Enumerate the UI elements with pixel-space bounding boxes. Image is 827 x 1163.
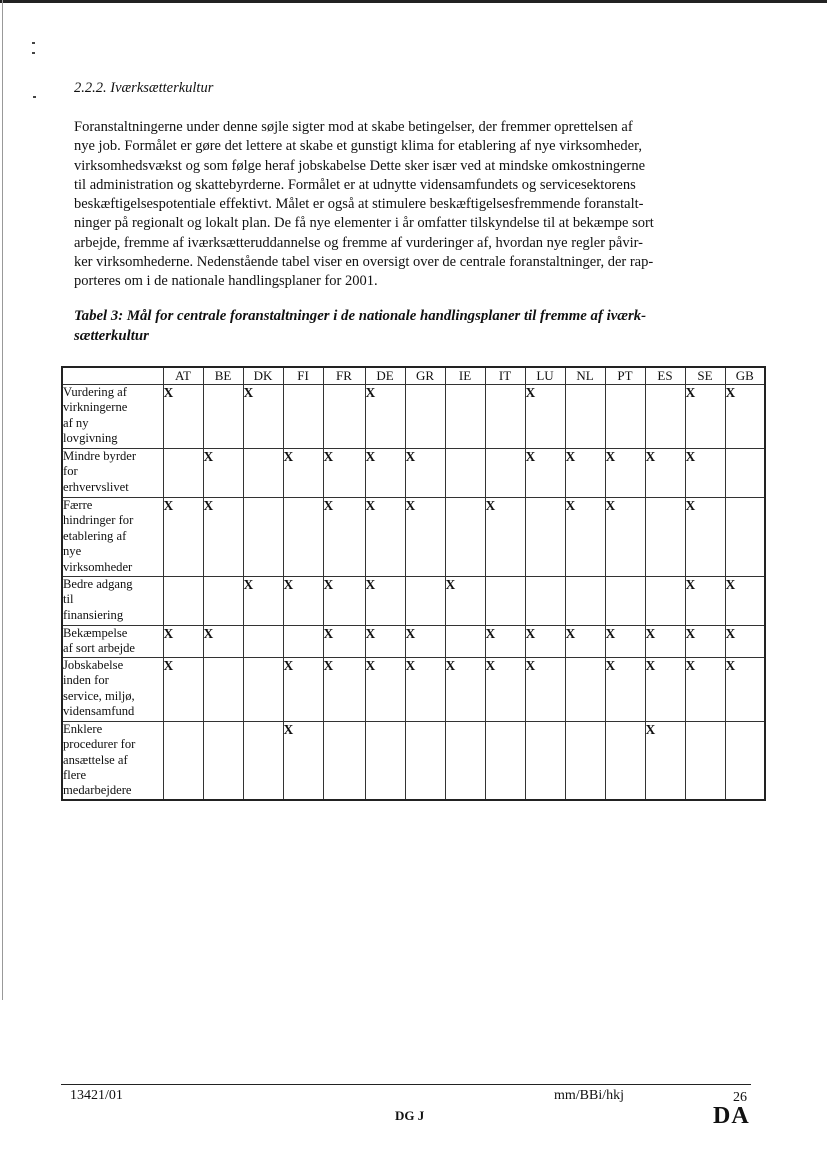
row-label-line: virkningerne [63,400,128,415]
table-cell: X [323,449,365,498]
table-cell [203,721,243,800]
table-cell: X [645,657,685,721]
body-line: virksomhedsvækst og som følge heraf jobskabelse Dette sker især ved at mindske omkostningerne [74,157,646,174]
table-cell: X [645,721,685,800]
row-label-line: Enklere [63,721,103,736]
row-label [62,721,163,800]
left-scan-edge [2,0,3,1000]
table-cell [645,577,685,626]
table-cell: X [485,498,525,577]
row-label [62,657,163,721]
table-cell [445,498,485,577]
table-cell: X [203,449,243,498]
row-label-line: Jobskabelse [63,657,124,672]
table-cell: X [445,657,485,721]
table-cell [445,626,485,658]
body-line: ker virksomhederne. Nedenstående tabel viser en oversigt over de centrale foranstaltninger, der rap- [74,254,654,271]
measures-table-container [61,366,766,801]
table-cell [163,577,203,626]
table-cell: X [283,721,323,800]
table-cell: X [525,626,565,658]
column-header: DE [365,367,405,385]
table-row [62,721,765,800]
table-cell [163,721,203,800]
table-cell [405,385,445,449]
table-cell [565,577,605,626]
column-header: IT [485,367,525,385]
table-row [62,577,765,626]
table-cell: X [365,449,405,498]
table-cell [725,449,765,498]
table-cell [243,721,283,800]
table-cell [725,721,765,800]
table-row [62,498,765,577]
table-cell: X [283,657,323,721]
table-cell [645,498,685,577]
body-line: Foranstaltningerne under denne søjle sigter mod at skabe betingelser, der fremmer oprettelsen af [74,119,633,135]
table-cell: X [685,626,725,658]
row-label-line: service, miljø, [63,688,135,703]
table-cell [405,721,445,800]
table-cell: X [323,577,365,626]
row-label-line: for [63,464,78,479]
row-label [62,498,163,577]
table-cell [203,385,243,449]
table-cell: X [405,657,445,721]
margin-mark [32,52,35,54]
table-cell: X [525,657,565,721]
row-label-line: procedurer for [63,737,136,752]
body-line: ninger på regionalt og lokalt plan. De få nye elementer i år omfatter tilskyndelse til at bekæmpe sort [74,215,654,232]
table-cell [605,721,645,800]
body-line: porteres om i de nationale handlingsplaner for 2001. [74,273,378,290]
footer-rule [61,1084,751,1085]
body-line: nye job. Formålet er gøre det lettere at skabe et gunstigt klima for etablering af nye virksomheder, [74,138,642,155]
table-cell: X [685,577,725,626]
column-header: BE [203,367,243,385]
table-cell: X [163,626,203,658]
table-cell [323,385,365,449]
row-label-line: medarbejdere [63,783,132,798]
body-line: beskæftigelsespotentiale effektivt. Målet er også at stimulere beskæftigelsesfremmende foranstalt- [74,196,644,213]
table-cell: X [565,449,605,498]
table-cell: X [323,626,365,658]
table-cell [445,449,485,498]
table-cell: X [323,498,365,577]
table-cell [365,721,405,800]
table-cell: X [725,577,765,626]
table-cell [685,721,725,800]
table-cell: X [203,498,243,577]
table-cell: X [605,657,645,721]
row-label-line: Bedre adgang [63,577,133,591]
table-cell [645,385,685,449]
table-cell [283,385,323,449]
row-label-line: af sort arbejde [63,641,136,656]
table-cell: X [283,449,323,498]
table-cell: X [645,626,685,658]
page-number: 26 [733,1090,747,1105]
document-number: 13421/01 [70,1088,123,1103]
row-label-line: lovgivning [63,431,118,446]
table-cell: X [405,626,445,658]
body-line: arbejde, fremme af iværksætteruddannelse og fremme af vurderinger af, hvordan nye regler påvir- [74,234,643,251]
column-header: PT [605,367,645,385]
row-label-line: ansættelse af [63,752,128,767]
table-cell: X [445,577,485,626]
table-cell [203,657,243,721]
table-cell: X [685,498,725,577]
row-label-line: hindringer for [63,513,134,528]
row-label [62,449,163,498]
section-title: 2.2.2. Iværksætterkultur [74,80,214,96]
table-row [62,449,765,498]
table-cell: X [365,626,405,658]
row-label-line: vidensamfund [63,704,135,719]
caption-line: sætterkultur [74,328,149,344]
table-cell [485,577,525,626]
table-cell [243,626,283,658]
table-corner-cell [62,367,163,385]
column-header: FI [283,367,323,385]
table-cell [445,721,485,800]
body-paragraph [74,118,752,292]
table-cell: X [163,657,203,721]
table-cell: X [485,657,525,721]
column-header: LU [525,367,565,385]
table-cell: X [405,498,445,577]
row-label-line: etablering af [63,528,127,543]
table-cell: X [243,577,283,626]
row-label-line: finansiering [63,607,124,622]
table-cell: X [485,626,525,658]
author-initials: mm/BBi/hkj [554,1088,625,1103]
table-cell [243,449,283,498]
margin-mark [33,96,36,98]
column-header: AT [163,367,203,385]
table-row [62,657,765,721]
table-cell: X [725,626,765,658]
table-cell: X [725,657,765,721]
directorate-general: DG J [395,1108,425,1123]
table-cell [243,498,283,577]
table-cell: X [365,385,405,449]
table-cell [323,721,365,800]
table-cell [605,385,645,449]
row-label-line: flere [63,768,87,783]
table-cell: X [163,385,203,449]
table-cell [283,626,323,658]
table-cell [565,385,605,449]
column-header: SE [685,367,725,385]
table-cell [485,449,525,498]
row-label [62,385,163,449]
measures-table [61,366,766,801]
table-cell: X [525,385,565,449]
table-cell: X [365,498,405,577]
column-header: NL [565,367,605,385]
table-cell [445,385,485,449]
row-label-line: Vurdering af [63,385,127,399]
column-header: GR [405,367,445,385]
table-cell: X [565,498,605,577]
table-cell: X [283,577,323,626]
table-cell: X [243,385,283,449]
row-label-line: erhvervslivet [63,479,129,494]
table-cell [203,577,243,626]
column-header: GB [725,367,765,385]
table-cell: X [405,449,445,498]
row-label-line: Bekæmpelse [63,626,128,640]
table-cell: X [685,657,725,721]
row-label [62,577,163,626]
table-header-row [62,367,765,385]
column-header: IE [445,367,485,385]
table-cell: X [685,385,725,449]
top-border [0,0,827,3]
row-label-line: virksomheder [63,559,133,574]
table-cell: X [605,626,645,658]
table-cell: X [645,449,685,498]
table-cell [525,721,565,800]
table-cell [283,498,323,577]
margin-mark [32,42,35,44]
body-line: til administration og skattebyrderne. Formålet er at udnytte vidensamfundets og servicesektorens [74,176,636,193]
table-cell: X [725,385,765,449]
table-cell [485,385,525,449]
table-cell: X [365,577,405,626]
table-cell [485,721,525,800]
table-cell: X [605,498,645,577]
row-label-line: Mindre byrder [63,449,137,463]
table-cell [525,577,565,626]
language-code: DA [713,1103,750,1129]
row-label-line: Færre [63,498,93,512]
row-label [62,626,163,658]
table-cell: X [525,449,565,498]
column-header: DK [243,367,283,385]
table-cell: X [323,657,365,721]
row-label-line: nye [63,544,82,559]
table-cell: X [605,449,645,498]
column-header: ES [645,367,685,385]
table-cell [605,577,645,626]
table-caption [74,306,752,346]
table-cell [565,721,605,800]
table-cell: X [565,626,605,658]
table-row [62,626,765,658]
table-cell [725,498,765,577]
table-cell: X [163,498,203,577]
table-row [62,385,765,449]
table-cell [243,657,283,721]
table-cell [163,449,203,498]
row-label-line: af ny [63,415,89,430]
table-cell [565,657,605,721]
caption-line: Tabel 3: Mål for centrale foranstaltninger i de nationale handlingsplaner til fremme af iværk- [74,308,647,324]
row-label-line: til [63,592,74,607]
column-header: FR [323,367,365,385]
table-cell [525,498,565,577]
row-label-line: inden for [63,673,109,688]
table-cell: X [685,449,725,498]
table-cell: X [365,657,405,721]
table-cell: X [203,626,243,658]
table-cell [405,577,445,626]
